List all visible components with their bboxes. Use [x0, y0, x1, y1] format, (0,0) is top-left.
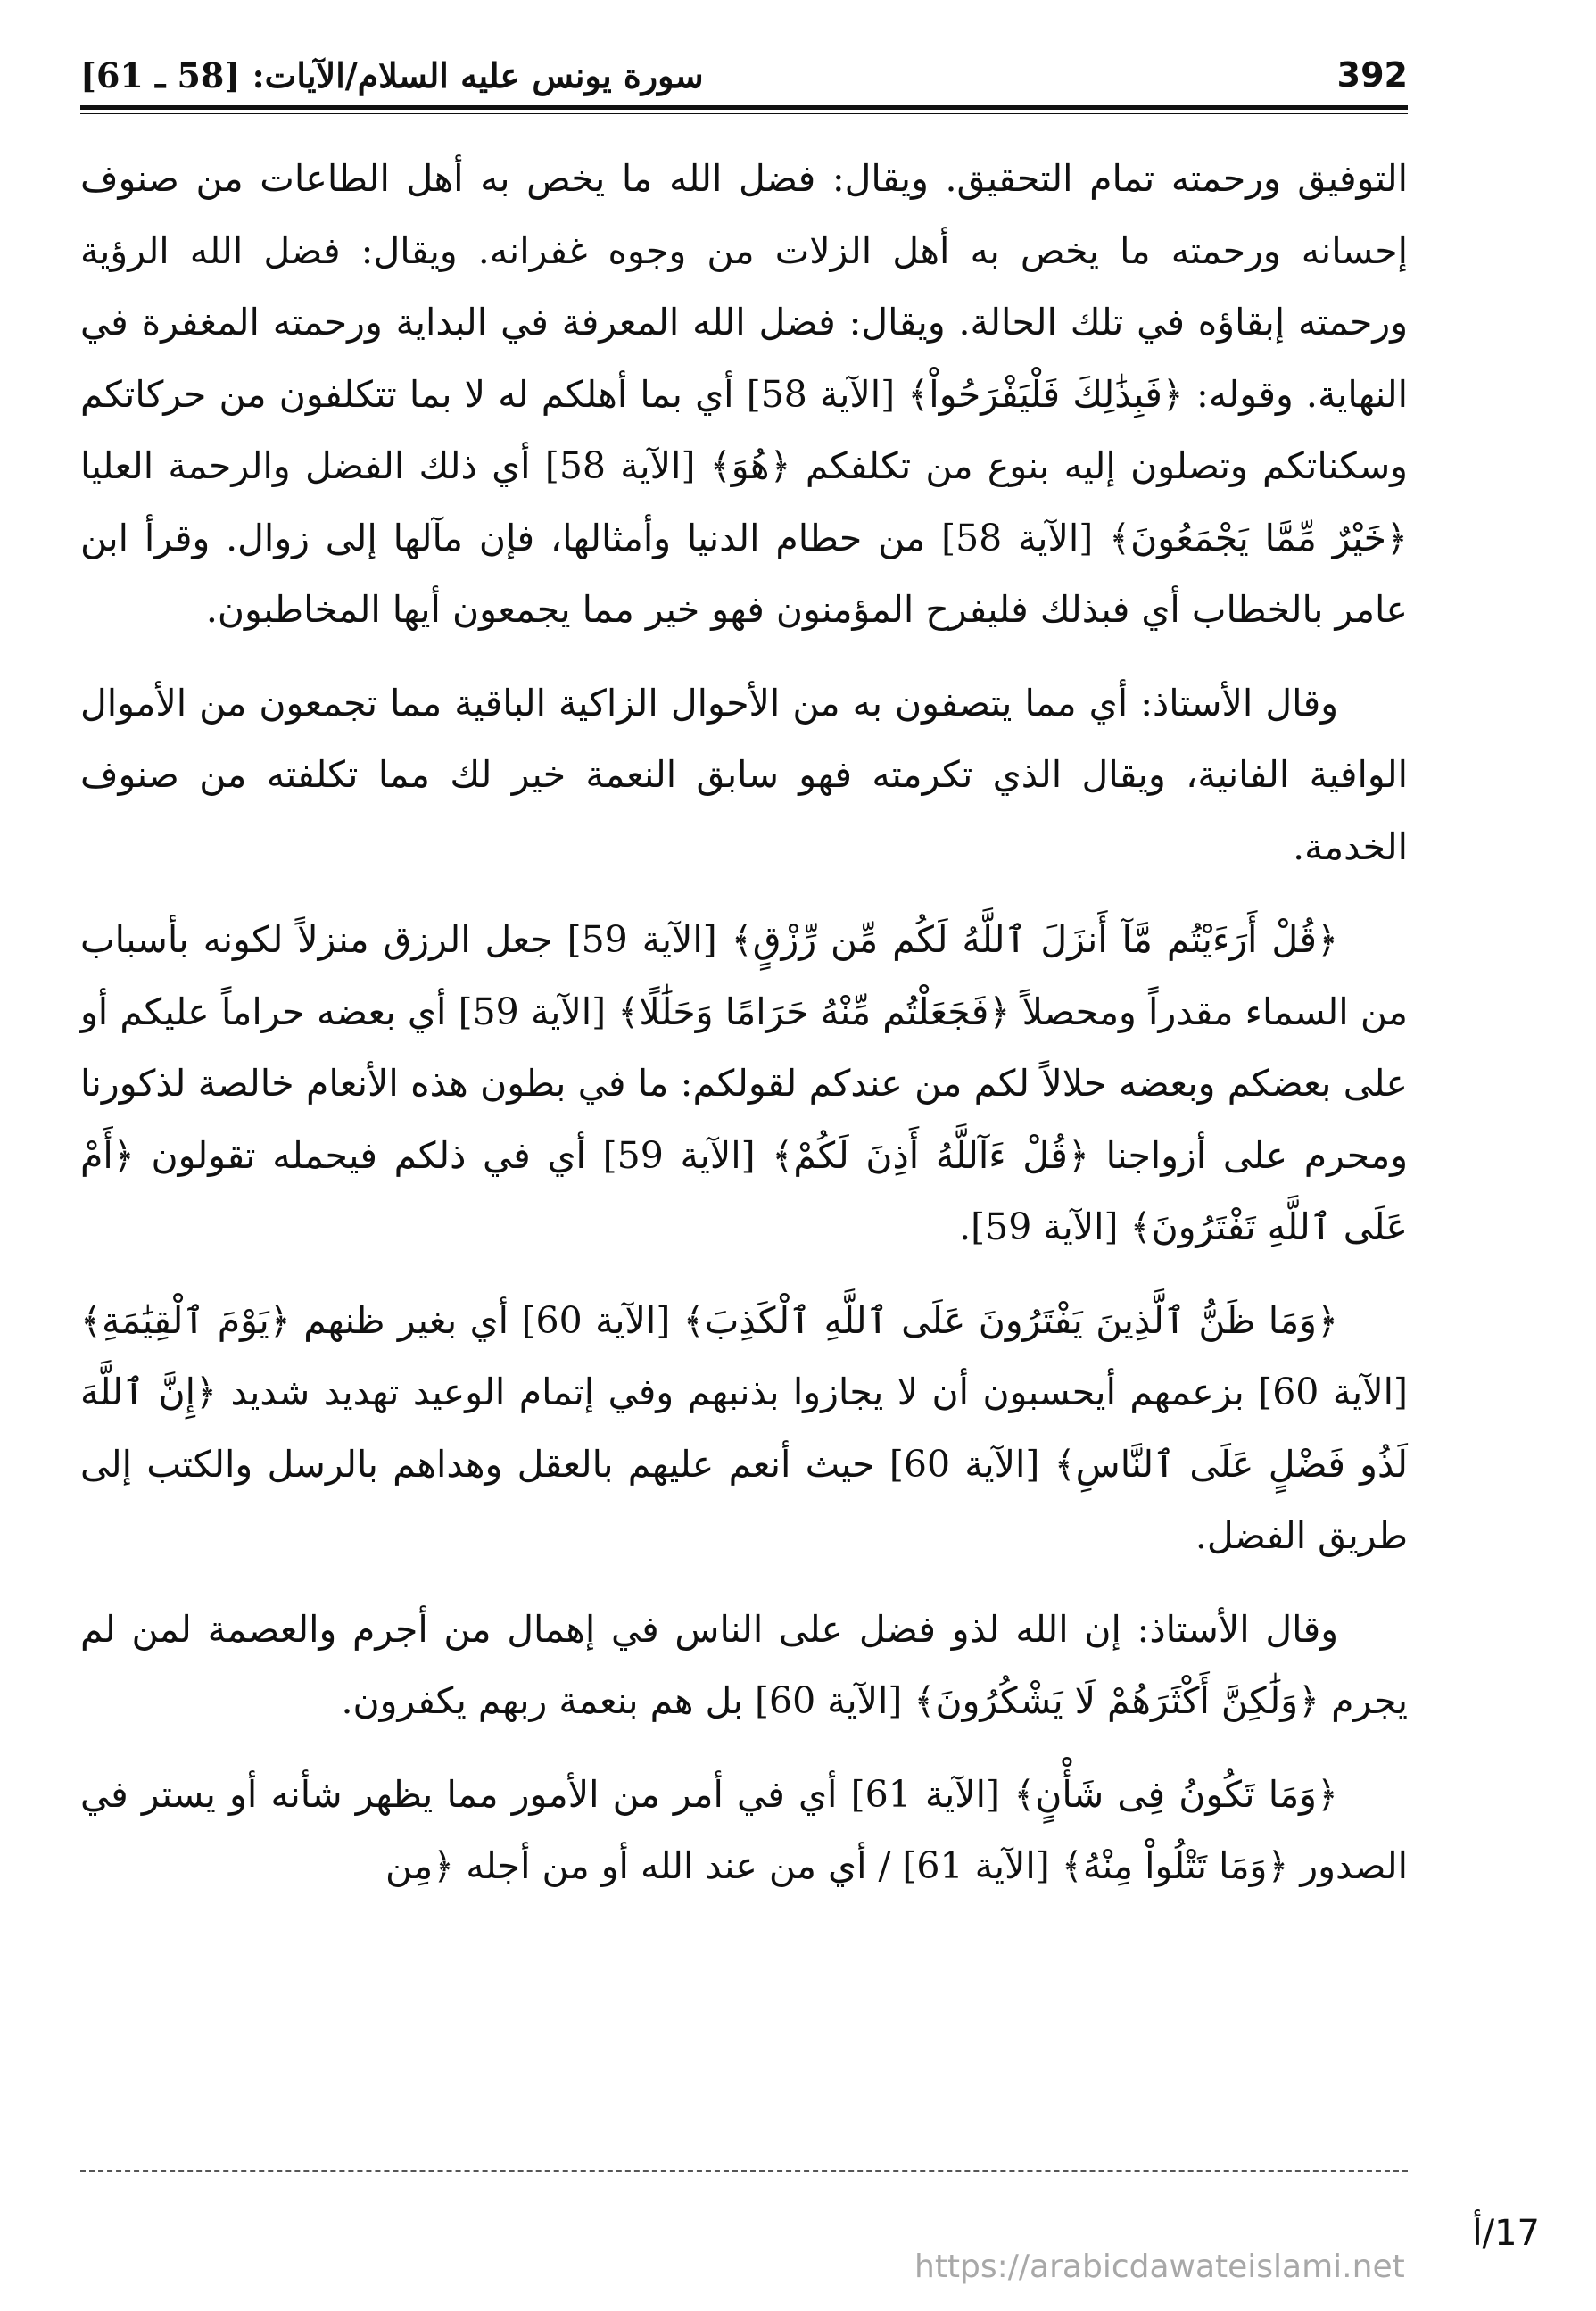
manuscript-folio-divider	[80, 2170, 1408, 2172]
site-watermark: https://arabicdawateislami.net	[914, 2249, 1405, 2285]
paragraph: ﴿قُلْ أَرَءَيْتُم مَّآ أَنزَلَ ٱللَّهُ لَكُم مِّن رِّزْقٍ﴾ [الآية 59] جعل الرزق منزلاً لكونه بأسباب من السماء مقدراً ومحصلاً ﴿فَجَعَلْتُم مِّنْهُ حَرَامًا وَحَلَٰلًا﴾ [الآية 59] أي بعضه حراماً عليكم أو على بعضكم وبعضه حلالاً لكم من عندكم لقولكم: ما في بطون هذه الأنعام خالصة لذكورنا ومحرم على أزواجنا ﴿قُلْ ءَآللَّهُ أَذِنَ لَكُمْ﴾ [الآية 59] أي في ذلكم فيحمله تقولون ﴿أَمْ عَلَى ٱللَّهِ تَفْتَرُونَ﴾ [الآية 59].	[80, 918, 1408, 1248]
page-header	[80, 52, 1408, 98]
paragraph: ﴿وَمَا ظَنُّ ٱلَّذِينَ يَفْتَرُونَ عَلَى ٱللَّهِ ٱلْكَذِبَ﴾ [الآية 60] أي بغير ظنهم ﴿يَوْمَ ٱلْقِيَٰمَةِ﴾ [الآية 60] بزعمهم أيحسبون أن لا يجازوا بذنبهم وفي إتمام الوعيد تهديد شديد ﴿إِنَّ ٱللَّهَ لَذُو فَضْلٍ عَلَى ٱلنَّاسِ﴾ [الآية 60] حيث أنعم عليهم بالعقل وهداهم بالرسل والكتب إلى طريق الفضل.	[80, 1298, 1408, 1557]
paragraph: ﴿وَمَا تَكُونُ فِى شَأْنٍ﴾ [الآية 61] أي في أمر من الأمور مما يظهر شأنه أو يستر في الصدور ﴿وَمَا تَتْلُواْ مِنْهُ﴾ [الآية 61] / أي من عند الله أو من أجله ﴿مِن	[80, 1772, 1408, 1887]
header-rule-thin	[80, 113, 1408, 114]
page-number: 392	[1336, 55, 1408, 95]
running-title: سورة يونس عليه السلام/الآيات: [58 ـ 61]	[80, 54, 704, 95]
header-rule	[80, 105, 1408, 110]
folio-marginal-note: 17/أ	[1472, 2213, 1540, 2254]
paragraph: وقال الأستاذ: إن الله لذو فضل على الناس في إهمال من أجرم والعصمة لمن لم يجرم ﴿وَلَٰكِنَّ أَكْثَرَهُمْ لَا يَشْكُرُونَ﴾ [الآية 60] بل هم بنعمة ربهم يكفرون.	[80, 1607, 1408, 1722]
tafsir-body-text	[80, 143, 1408, 1924]
paragraph: التوفيق ورحمته تمام التحقيق. ويقال: فضل الله ما يخص به أهل الطاعات من صنوف إحسانه ورحمته ما يخص به أهل الزلات من وجوه غفرانه. ويقال: فضل الله الرؤية ورحمته إبقاؤه في تلك الحالة. ويقال: فضل الله المعرفة في البداية ورحمته المغفرة في النهاية. وقوله: ﴿فَبِذَٰلِكَ فَلْيَفْرَحُواْ﴾ [الآية 58] أي بما أهلكم له لا بما تتكلفون من حركاتكم وسكناتكم وتصلون إليه بنوع من تكلفكم ﴿هُوَ﴾ [الآية 58] أي ذلك الفضل والرحمة العليا ﴿خَيْرٌ مِّمَّا يَجْمَعُونَ﴾ [الآية 58] من حطام الدنيا وأمثالها، فإن مآلها إلى زوال. وقرأ ابن عامر بالخطاب أي فبذلك فليفرح المؤمنون فهو خير مما يجمعون أيها المخاطبون.	[80, 157, 1409, 631]
paragraph: وقال الأستاذ: أي مما يتصفون به من الأحوال الزاكية الباقية مما تجمعون من الأموال الوافية الفانية، ويقال الذي تكرمته فهو سابق النعمة خير لك مما تكلفته من صنوف الخدمة.	[80, 681, 1408, 868]
